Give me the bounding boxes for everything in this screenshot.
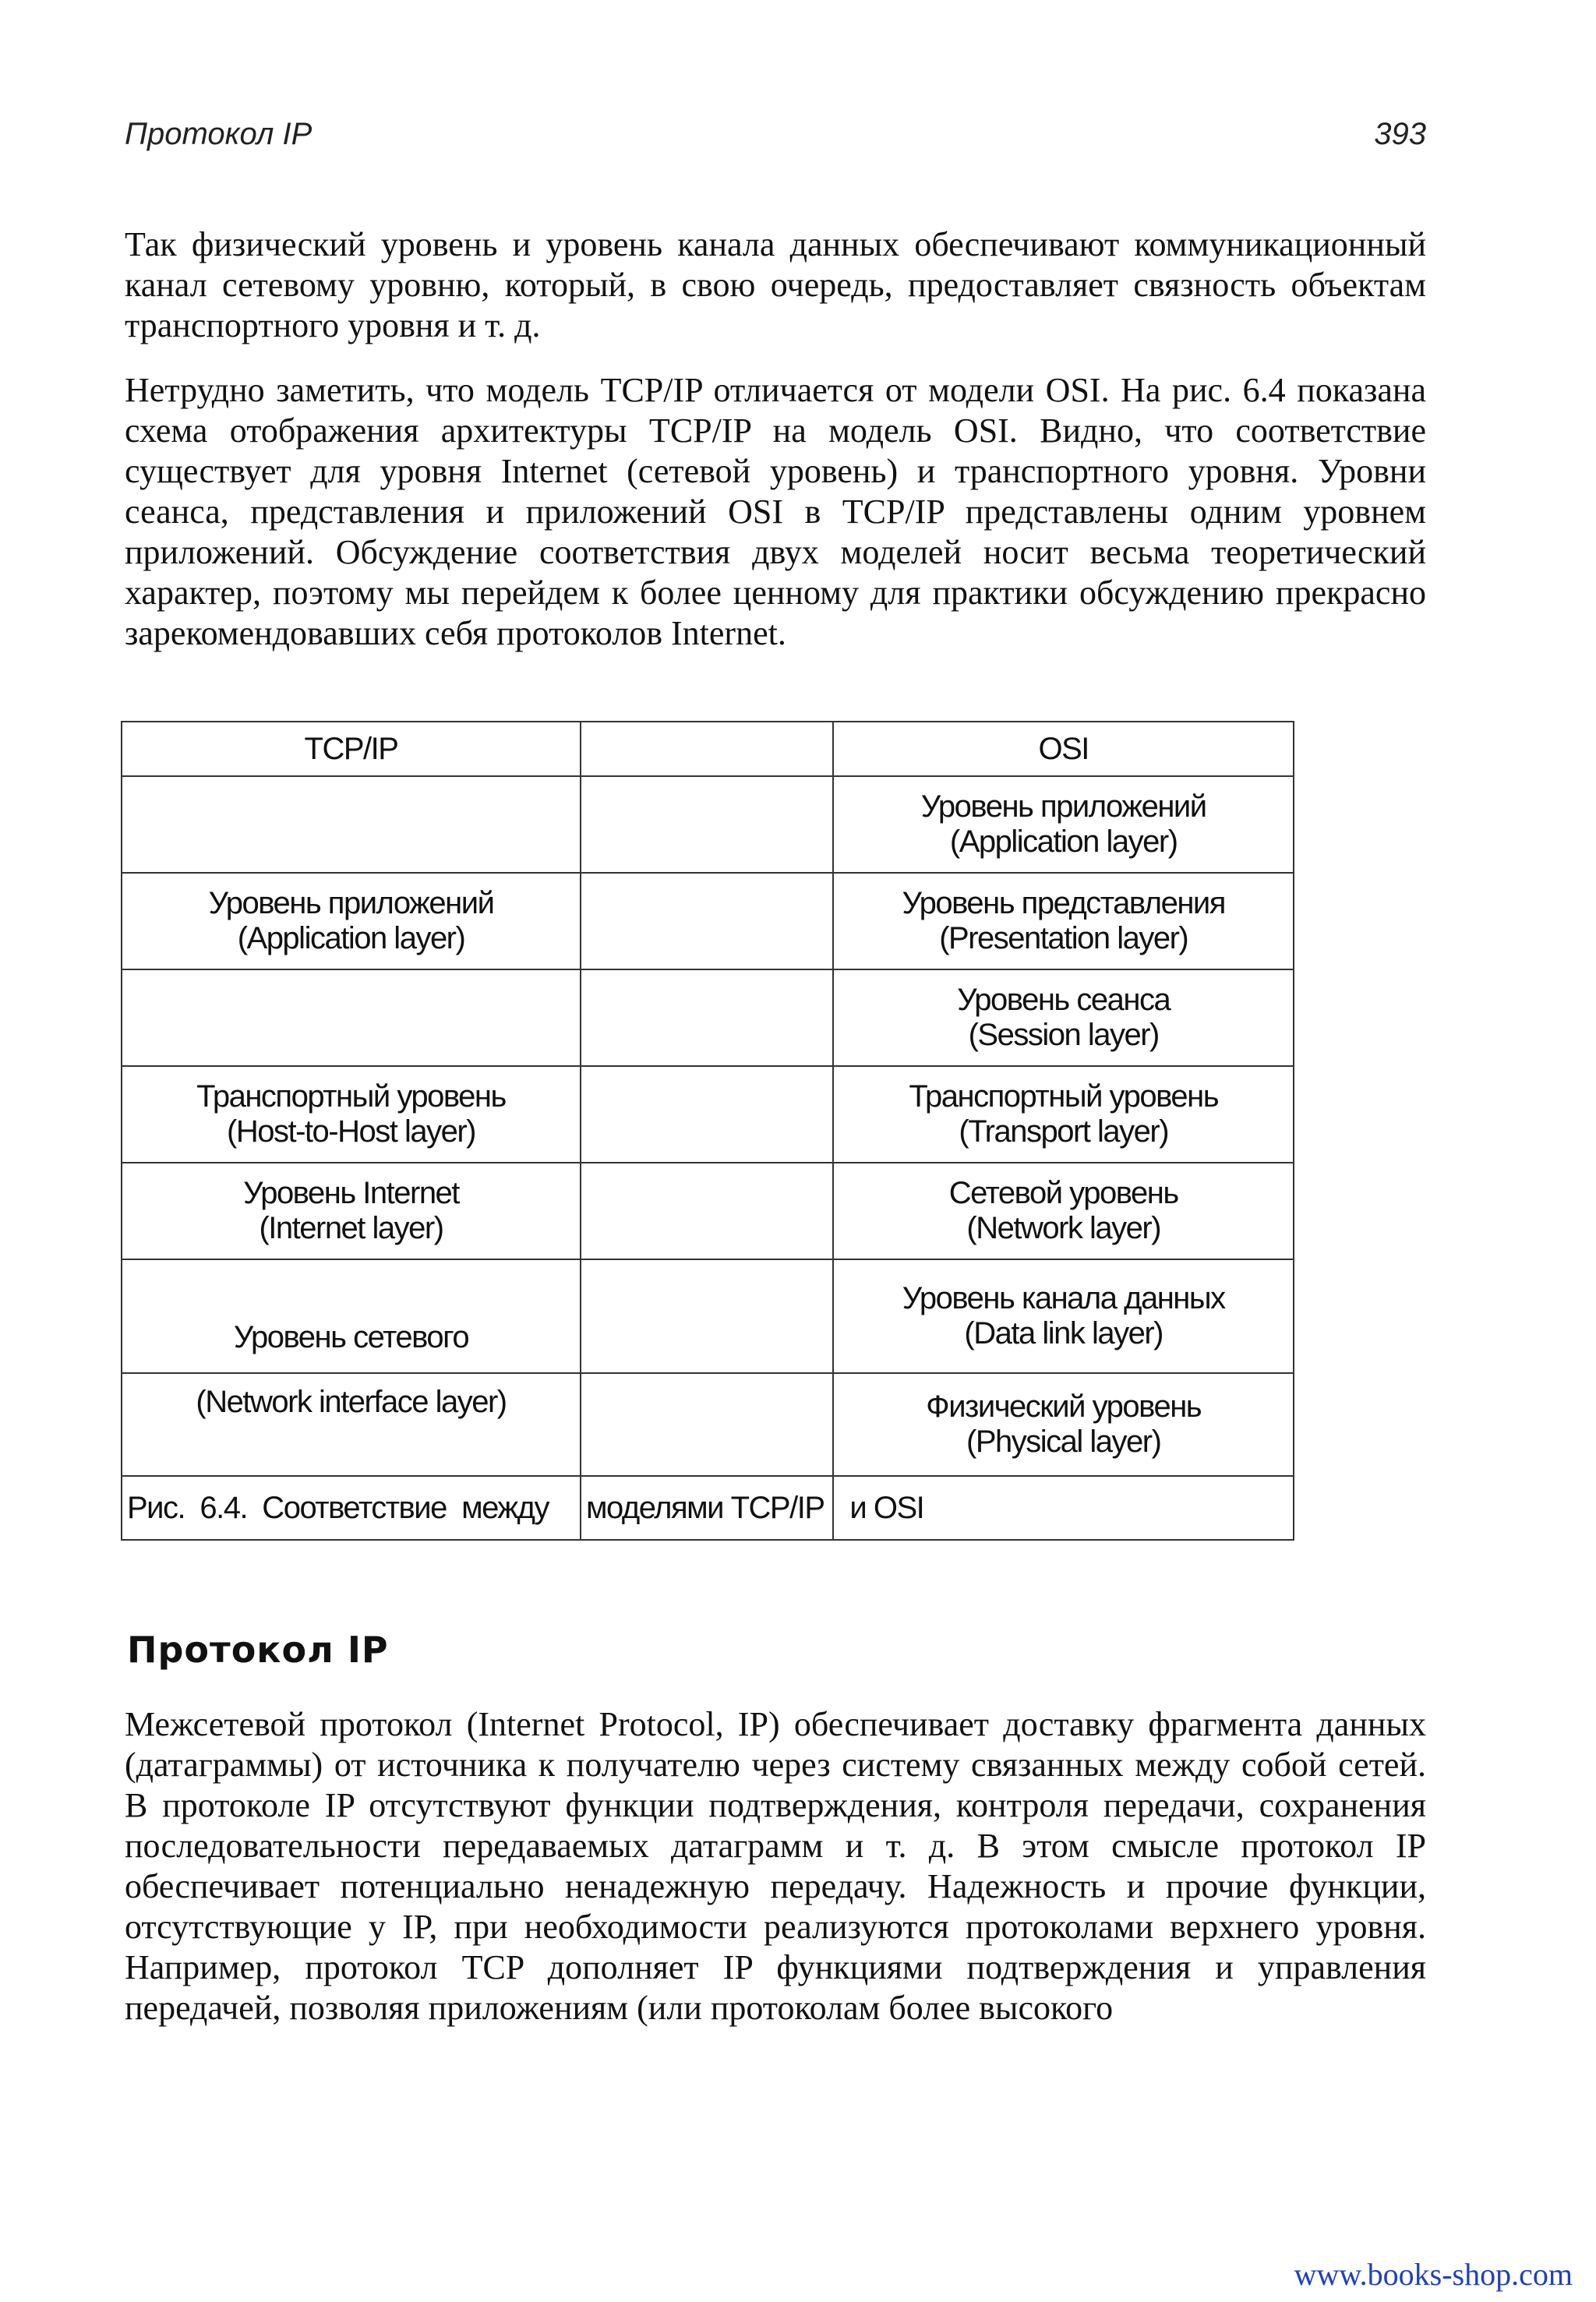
tcpip-cell bbox=[122, 969, 581, 1066]
table-row bbox=[122, 1066, 1294, 1163]
osi-cell-line2: (Network layer) bbox=[966, 1211, 1161, 1245]
tcpip-cell bbox=[122, 873, 581, 969]
tcpip-cell-line1: Уровень приложений bbox=[208, 886, 494, 920]
middle-cell bbox=[581, 776, 833, 873]
figure-caption-part3: и OSI bbox=[833, 1476, 1294, 1540]
paragraph-tcpip-osi: Нетрудно заметить, что модель TCP/IP отличается от модели OSI. На рис. 6.4 показана схема отображения архитектуры TCP/IP на модель OSI. Видно, что соответствие существует для уровня Internet (сетевой уровень) и транспортного уровня. Уровни сеанса, представления и приложений OSI в TCP/IP представлены одним уровнем приложений. Обсуждение соответствия двух моделей носит весьма теоретический характер, поэтому мы перейдем к более ценному для практики обсуждению прекрасно зарекомендовавших себя протоколов Internet. bbox=[125, 371, 1426, 652]
table-row bbox=[122, 1259, 1294, 1373]
osi-cell-line2: (Presentation layer) bbox=[939, 921, 1188, 955]
figure-caption-part1: Рис. 6.4. Соответствие между bbox=[122, 1476, 581, 1540]
middle-cell bbox=[581, 969, 833, 1066]
tcpip-cell-line2: (Host-to-Host layer) bbox=[227, 1114, 475, 1149]
section-title: Протокол IP bbox=[127, 1629, 389, 1671]
osi-cell-line2: (Physical layer) bbox=[966, 1425, 1161, 1459]
footer-url[interactable]: www.books-shop.com bbox=[1294, 2257, 1573, 2292]
running-head bbox=[125, 117, 1426, 164]
table-row bbox=[122, 1163, 1294, 1259]
tcpip-cell bbox=[122, 1163, 581, 1259]
tcpip-cell bbox=[122, 1373, 581, 1476]
osi-cell bbox=[833, 1163, 1294, 1259]
osi-cell bbox=[833, 1373, 1294, 1476]
osi-cell bbox=[833, 1259, 1294, 1373]
osi-cell bbox=[833, 873, 1294, 969]
osi-cell bbox=[833, 969, 1294, 1066]
middle-cell bbox=[581, 1373, 833, 1476]
osi-cell bbox=[833, 1066, 1294, 1163]
osi-cell-line1: Физический уровень bbox=[926, 1389, 1202, 1424]
running-head-title: Протокол IP bbox=[125, 117, 312, 151]
figure-caption-row bbox=[122, 1476, 1294, 1540]
middle-cell bbox=[581, 873, 833, 969]
osi-cell-line2: (Session layer) bbox=[968, 1018, 1159, 1052]
tcpip-cell bbox=[122, 776, 581, 873]
figure-caption-part2: моделями TCP/IP bbox=[581, 1476, 833, 1540]
header-osi: OSI bbox=[833, 722, 1294, 776]
osi-cell-line1: Транспортный уровень bbox=[909, 1079, 1219, 1114]
header-tcpip: TCP/IP bbox=[122, 722, 581, 776]
paragraph-intro: Так физический уровень и уровень канала данных обеспечивают коммуникационный канал сетевому уровню, который, в свою очередь, предоставляет связность объектам транспортного уровня и т. д. bbox=[125, 225, 1426, 344]
tcpip-cell bbox=[122, 1259, 581, 1373]
osi-cell-line2: (Data link layer) bbox=[964, 1316, 1163, 1350]
osi-cell-line1: Уровень канала данных bbox=[902, 1281, 1225, 1315]
tcpip-cell-line2: (Internet layer) bbox=[259, 1211, 443, 1245]
tcpip-cell bbox=[122, 1066, 581, 1163]
middle-cell bbox=[581, 1163, 833, 1259]
osi-cell-line1: Сетевой уровень bbox=[948, 1176, 1178, 1210]
paragraph-ip-protocol: Межсетевой протокол (Internet Protocol, IP) обеспечивает доставку фрагмента данных (датаграммы) от источника к получателю через систему связанных между собой сетей. В протоколе IP отсутствуют функции подтверждения, контроля передачи, сохранения последовательности передаваемых датаграмм и т. д. В этом смысле протокол IP обеспечивает потенциально ненадежную передачу. Надежность и прочие функции, отсутствующие у IP, при необходимости реализуются протоколами верхнего уровня. Например, протокол TCP дополняет IP функциями подтверждения и управления передачей, позволяя приложениям (или протоколам более высокого bbox=[125, 1705, 1426, 2027]
osi-cell-line1: Уровень сеанса bbox=[957, 983, 1171, 1017]
figure-tcpip-osi-table bbox=[121, 721, 1294, 1541]
table-row bbox=[122, 969, 1294, 1066]
tcpip-cell-line1: Уровень Internet bbox=[243, 1176, 459, 1210]
osi-cell-line2: (Transport layer) bbox=[959, 1114, 1169, 1149]
middle-cell bbox=[581, 1066, 833, 1163]
tcpip-cell-line2: (Application layer) bbox=[237, 921, 465, 955]
middle-cell bbox=[581, 1259, 833, 1373]
osi-cell bbox=[833, 776, 1294, 873]
table-header-row bbox=[122, 722, 1294, 776]
table-row bbox=[122, 1373, 1294, 1476]
tcpip-cell-line1: Транспортный уровень bbox=[196, 1079, 506, 1114]
osi-cell-line1: Уровень представления bbox=[902, 886, 1225, 920]
table-row bbox=[122, 873, 1294, 969]
tcpip-cell-line1: (Network interface layer) bbox=[196, 1385, 507, 1419]
osi-cell-line2: (Application layer) bbox=[949, 824, 1178, 859]
header-middle bbox=[581, 722, 833, 776]
table-row bbox=[122, 776, 1294, 873]
page-number: 393 bbox=[1374, 117, 1426, 151]
tcpip-cell-line1: Уровень сетевого bbox=[233, 1320, 469, 1354]
osi-cell-line1: Уровень приложений bbox=[920, 789, 1206, 824]
